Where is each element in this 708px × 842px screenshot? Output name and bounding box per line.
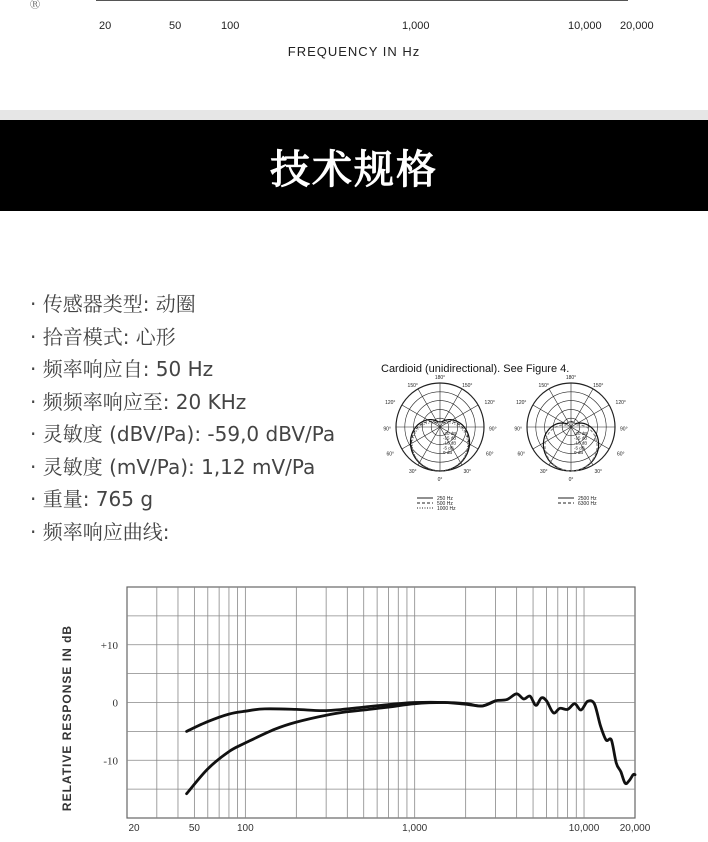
section-title: 技术规格 bbox=[270, 147, 438, 193]
spec-list bbox=[30, 288, 335, 548]
polar-ring-label: -5 dB bbox=[443, 445, 454, 451]
polar-angle-label: 30° bbox=[539, 469, 548, 475]
previous-chart-tick-label: 1,000 bbox=[402, 20, 430, 32]
x-tick-label: 100 bbox=[237, 823, 254, 834]
polar-ring-label: -20 dB bbox=[443, 430, 457, 436]
polar-legend-high bbox=[558, 496, 597, 507]
polar-ring-label: -15 dB bbox=[574, 435, 588, 441]
polar-ring-label: -20 dB bbox=[574, 430, 588, 436]
response-curve-2 bbox=[187, 701, 496, 794]
polar-ring-label: -5 dB bbox=[574, 445, 585, 451]
spec-item-freq-to: · 频频率响应至: 20 KHz bbox=[30, 389, 247, 414]
polar-pattern-figure bbox=[375, 375, 645, 520]
y-axis-label: RELATIVE RESPONSE IN dB bbox=[60, 624, 74, 812]
polar-diagram-high bbox=[514, 375, 627, 483]
polar-angle-label: 30° bbox=[408, 469, 417, 475]
polar-angle-label: 120° bbox=[484, 399, 495, 406]
previous-chart-tick-label: 20,000 bbox=[620, 20, 654, 32]
polar-diagram-low bbox=[383, 375, 496, 483]
spec-item-pattern: · 拾音模式: 心形 bbox=[30, 324, 176, 349]
x-tick-label: 1,000 bbox=[402, 823, 428, 834]
polar-angle-label: 150° bbox=[407, 383, 418, 390]
previous-chart-corner-glyph: Ⓡ bbox=[30, 0, 40, 11]
spec-item-transducer: · 传感器类型: 动圈 bbox=[30, 292, 196, 316]
polar-angle-label: 180° bbox=[565, 375, 577, 381]
previous-chart-xlabel: FREQUENCY IN Hz bbox=[287, 44, 421, 59]
spec-item-sensitivity-dbv: · 灵敏度 (dBV/Pa): -59,0 dBV/Pa bbox=[30, 422, 336, 446]
polar-angle-label: 120° bbox=[615, 399, 626, 406]
previous-chart-axis-line bbox=[96, 0, 628, 1]
previous-chart-tick-label: 50 bbox=[169, 20, 182, 32]
polar-legend-label: 250 Hz bbox=[437, 496, 453, 502]
polar-angle-label: 30° bbox=[594, 469, 603, 475]
polar-angle-label: 90° bbox=[620, 426, 628, 433]
polar-angle-label: 90° bbox=[514, 426, 522, 433]
section-divider bbox=[0, 110, 708, 120]
chart-grid bbox=[127, 587, 635, 818]
polar-legend-label: 500 Hz bbox=[437, 501, 453, 507]
previous-chart-tick-label: 10,000 bbox=[568, 20, 602, 32]
spec-item-sensitivity-mv: · 灵敏度 (mV/Pa): 1,12 mV/Pa bbox=[30, 454, 316, 479]
x-tick-label: 20 bbox=[128, 823, 140, 834]
x-tick-label: 10,000 bbox=[568, 823, 600, 834]
polar-angle-label: 90° bbox=[489, 426, 497, 433]
polar-angle-label: 120° bbox=[385, 399, 396, 406]
polar-ring-label: -10 dB bbox=[443, 440, 457, 446]
previous-chart-tick-label: 20 bbox=[99, 20, 112, 32]
polar-angle-label: 120° bbox=[516, 399, 527, 406]
polar-ring-label: 0 dB bbox=[574, 450, 584, 456]
polar-legend-low bbox=[417, 496, 456, 512]
previous-chart-tick-label: 100 bbox=[221, 20, 240, 32]
y-tick-label: +10 bbox=[100, 639, 118, 652]
polar-angle-label: 60° bbox=[485, 451, 494, 458]
polar-ring-label: -15 dB bbox=[443, 435, 457, 441]
y-tick-label: -10 bbox=[103, 755, 118, 768]
frequency-response-chart bbox=[0, 570, 708, 842]
previous-chart-strip bbox=[0, 0, 708, 110]
y-axis-ticks bbox=[101, 640, 119, 768]
polar-angle-label: 30° bbox=[463, 469, 472, 475]
polar-angle-label: 150° bbox=[593, 383, 604, 390]
spec-item-weight: · 重量: 765 g bbox=[30, 487, 154, 511]
polar-ring-label: -10 dB bbox=[574, 440, 588, 446]
polar-angle-label: 180° bbox=[434, 375, 446, 381]
spec-item-freq-from: · 频率响应自: 50 Hz bbox=[30, 357, 214, 381]
polar-angle-label: 60° bbox=[616, 451, 625, 458]
polar-angle-label: 150° bbox=[538, 383, 549, 390]
y-tick-label: 0 bbox=[112, 697, 118, 710]
spec-item-response-curve: · 频率响应曲线: bbox=[30, 519, 170, 544]
polar-angle-label: 0° bbox=[437, 476, 443, 483]
polar-angle-label: 150° bbox=[462, 383, 473, 390]
polar-caption: Cardioid (unidirectional). See Figure 4. bbox=[381, 363, 570, 375]
polar-legend-label: 2500 Hz bbox=[578, 496, 597, 502]
x-tick-label: 50 bbox=[188, 823, 200, 834]
polar-angle-label: 60° bbox=[386, 451, 395, 458]
polar-angle-label: 60° bbox=[517, 451, 526, 458]
polar-angle-label: 90° bbox=[383, 426, 391, 433]
polar-legend-label: 6300 Hz bbox=[578, 501, 597, 507]
polar-legend-label: 1000 Hz bbox=[437, 506, 456, 512]
polar-ring-label: 0 dB bbox=[443, 450, 453, 456]
polar-angle-label: 0° bbox=[568, 476, 574, 483]
x-tick-label: 20,000 bbox=[619, 823, 651, 834]
x-axis-ticks bbox=[128, 823, 650, 834]
